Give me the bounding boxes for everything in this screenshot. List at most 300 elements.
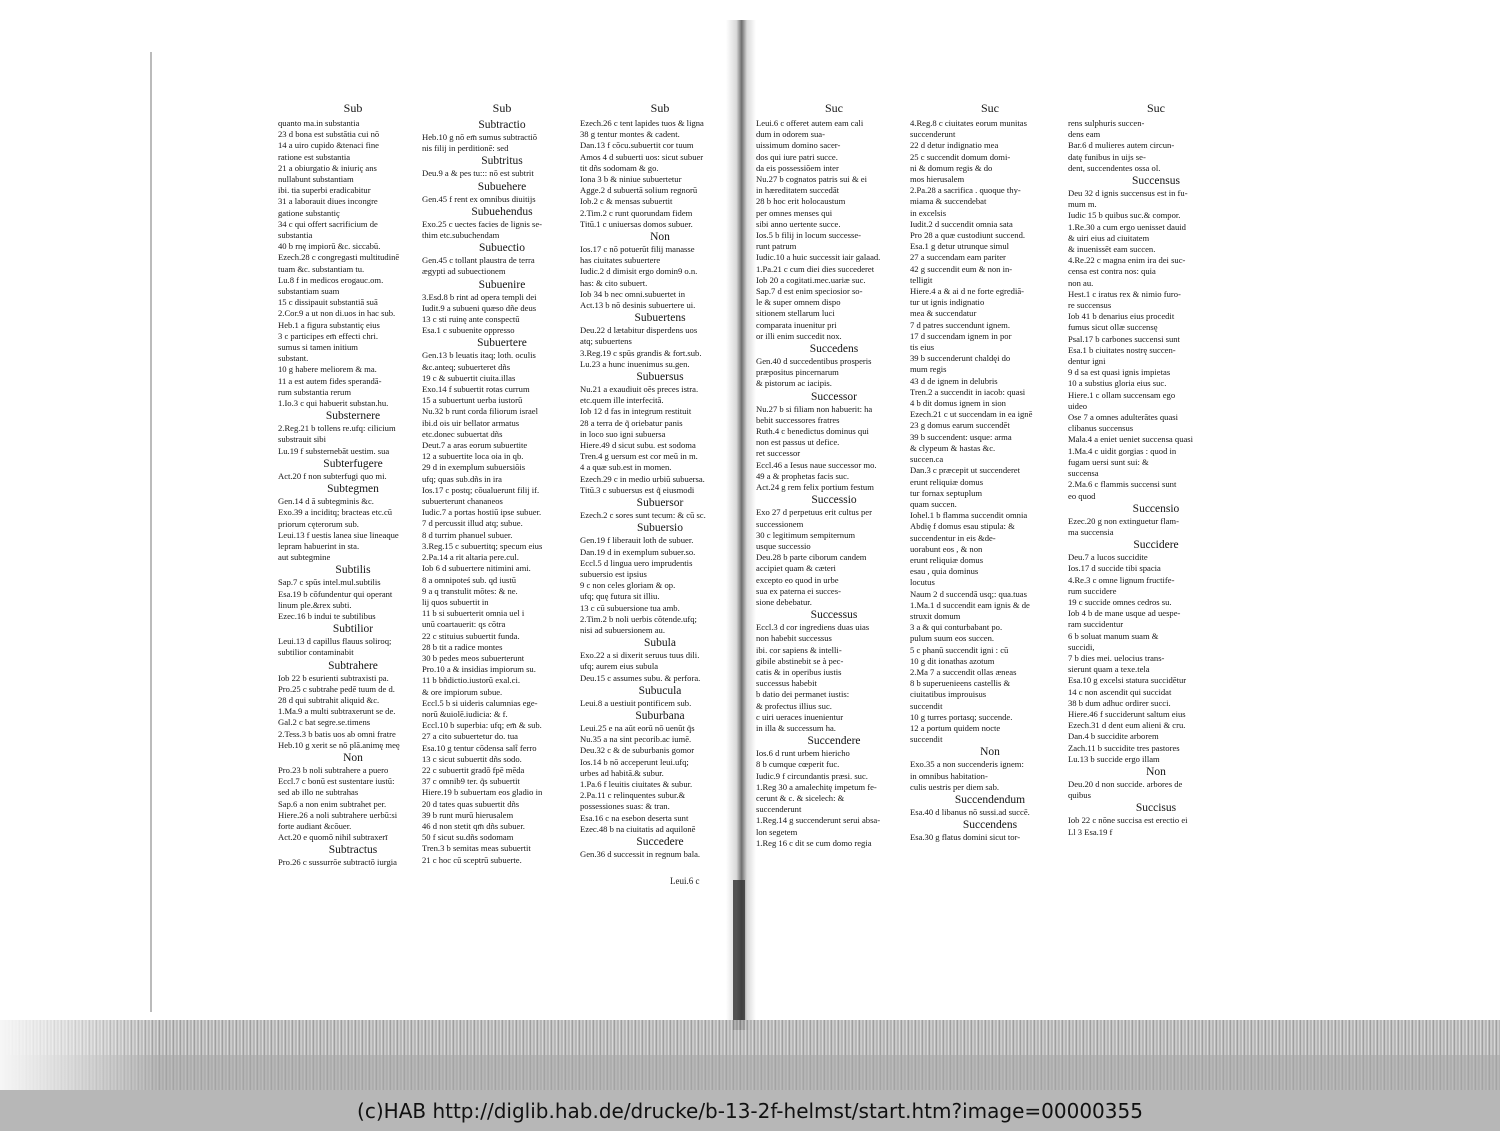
concordance-line: urbes ad habitā.& subur.	[580, 767, 664, 778]
concordance-line: Eccl.3 d cor ingrediens duas uias	[756, 622, 870, 633]
concordance-line: 50 f sicut su.dñs sodomam	[422, 832, 514, 843]
headword: Subtegmen	[327, 483, 379, 496]
concordance-line: Leui.13 f uestis lanea siue lineaque	[278, 529, 399, 540]
concordance-line: Eccl.5 b si uideris calumnias ege-	[422, 697, 538, 708]
headword: Subuehendus	[471, 205, 533, 218]
concordance-line: 13 c cū subuersione tua amb.	[580, 602, 680, 613]
concordance-line: struxit domum	[910, 610, 961, 621]
concordance-line: 3.Reg.19 c spūs grandis & fort.sub.	[580, 347, 702, 358]
running-head: Sub	[650, 101, 670, 115]
concordance-line: Exo.25 c uectes facies de lignis se-	[422, 218, 543, 229]
concordance-line: 23 d bona est substātia cui nō	[278, 129, 380, 140]
concordance-line: 8 b superuenieens castellis &	[910, 678, 1011, 689]
concordance-line: Iudit.2 d succendit omnia sata	[910, 218, 1013, 229]
concordance-line: & uiri eius ad ciuitatem	[1068, 232, 1150, 243]
concordance-line: 2.Tess.3 b batis uos ab omni fratre	[278, 728, 396, 739]
concordance-line: Deu.15 c assumes subu. & perfora.	[580, 672, 701, 683]
concordance-line: succendit	[910, 734, 943, 745]
copyright-url[interactable]: (c)HAB http://diglib.hab.de/drucke/b-13-2f-helmst/start.htm?image=00000355	[357, 1098, 1143, 1123]
headword: Succensus	[1132, 175, 1180, 188]
concordance-line: da eis possessiōem inter	[756, 162, 839, 173]
concordance-line: Ezech.29 c in medio urbiū subuersa.	[580, 473, 705, 484]
headword: Subuersus	[636, 371, 684, 384]
concordance-line: 2.Pa.11 c relinquentes subur.&	[580, 790, 686, 801]
headword: Succendens	[962, 819, 1018, 832]
concordance-line: Lu.8 f in medicos erogauc.om.	[278, 274, 384, 285]
concordance-line: Ios.14 b nō acceperunt leui.ufq;	[580, 756, 689, 767]
concordance-line: sed ab illo ne subtrahas	[278, 787, 359, 798]
concordance-line: 17 d succendam ignem in por	[910, 330, 1012, 341]
column-5	[910, 100, 1070, 880]
concordance-line: Iudic.2 d dimisit ergo domin9 o.n.	[580, 266, 698, 277]
concordance-line: 12 a portum quidem nocte	[910, 722, 1001, 733]
concordance-line: Exo.14 f subuertit rotas currum	[422, 384, 530, 395]
concordance-line: sumus si tamen initium	[278, 342, 358, 353]
headword: Subuertere	[477, 337, 527, 350]
column-3	[580, 100, 740, 880]
concordance-line: usque successio	[756, 540, 811, 551]
concordance-line: clibanus succensus	[1068, 423, 1134, 434]
concordance-line: priorum cęterorum sub.	[278, 518, 359, 529]
concordance-line: Nu.32 b runt corda filiorum israel	[422, 406, 538, 417]
concordance-line: Ezec.16 b indui te subtilibus	[278, 610, 376, 621]
concordance-line: 40 b rnę impiorū &c. siccabū.	[278, 241, 381, 252]
concordance-line: succensa	[1068, 468, 1099, 479]
concordance-line: 12 a subuertite loca oia in qb.	[422, 451, 524, 462]
concordance-line: esau , quia dominus	[910, 566, 979, 577]
headword: Succendendum	[954, 793, 1026, 806]
concordance-line: & ore impiorum subue.	[422, 686, 503, 697]
concordance-line: Ll 3 Esa.19 f	[1068, 826, 1113, 837]
concordance-line: ibi. cor sapiens & intelli-	[756, 644, 842, 655]
concordance-line: Leui.6 c offeret autem eam cali	[756, 118, 864, 128]
concordance-line: non au.	[1068, 277, 1094, 288]
concordance-line: 28 d qui subtrahit aliquid &c.	[278, 694, 380, 705]
headword: Subtilior	[332, 623, 374, 636]
concordance-line: Nu.35 a na sint pecorib.ac iumē.	[580, 734, 692, 745]
concordance-line: rum succidere	[1068, 585, 1117, 596]
concordance-line: 8 d turrim phanuel subuer.	[422, 529, 513, 540]
concordance-line: Iudic.10 a huic successit iair galaad.	[756, 252, 881, 263]
headword: Succedens	[809, 343, 859, 356]
concordance-line: in loco suo igni subuersa	[580, 428, 666, 439]
concordance-line: 10 g turres portasq; succende.	[910, 711, 1013, 722]
column-4	[756, 100, 912, 880]
concordance-line: ibi. tia superbi eradicabitur	[278, 185, 371, 196]
concordance-line: 11 b bñdictio.iustorū exal.ci.	[422, 675, 521, 686]
concordance-line: Tren.3 b semitas meas subuertit	[422, 843, 531, 854]
concordance-line: sione debebatur.	[756, 596, 812, 607]
concordance-line: 27 a succendam eam pariter	[910, 252, 1006, 263]
headword: Subtractio	[478, 119, 526, 131]
concordance-line: succendit	[910, 700, 943, 711]
headword: Substernere	[325, 410, 381, 423]
concordance-line: Ezech.31 d dent eum alieni & cru.	[1068, 720, 1186, 731]
headword: Subucula	[638, 684, 682, 697]
concordance-line: norū &uiolē.iudicia: & f.	[422, 708, 508, 719]
concordance-line: Lu.19 f substernebāt uestim. sua	[278, 445, 390, 456]
concordance-line: 9 d sa est quasi ignis impietas	[1068, 367, 1171, 378]
concordance-line: Iohel.1 b flamma succendit omnia	[910, 510, 1028, 521]
concordance-line: 14 a uiro cupido &tenaci fine	[278, 140, 379, 151]
concordance-line: 4.Reg.8 c ciuitates eorum munitas	[910, 118, 1027, 128]
concordance-line: 7 d patres succendunt ignem.	[910, 319, 1010, 330]
concordance-line: Naum 2 d succendā usq;: qua.tuas	[910, 588, 1027, 599]
concordance-line: succidi,	[1068, 641, 1095, 652]
concordance-line: Abdię f domus esau stipula: &	[910, 521, 1015, 532]
concordance-line: Ruth.4 c benedictus dominus qui	[756, 426, 869, 437]
concordance-line: 8 b cumque cœperit fuc.	[756, 759, 840, 770]
concordance-line: 19 c succide omnes cedros su.	[1068, 596, 1172, 607]
concordance-line: nullabunt substantiam	[278, 174, 354, 185]
concordance-line: & clypeum & hastas &c.	[910, 442, 996, 453]
concordance-line: etc.donec subuertat dñs	[422, 428, 503, 439]
concordance-line: per omnes menses qui	[756, 207, 833, 218]
headword: Non	[650, 231, 670, 244]
concordance-line: 39 b runt murū hierusalem	[422, 809, 514, 820]
concordance-line: Esa.19 b cōfundentur qui operant	[278, 588, 393, 599]
concordance-line: 1.Reg 16 c dit se cum domo regia	[756, 837, 872, 848]
concordance-line: le & super omnem dispo	[756, 297, 841, 308]
headword: Subtilis	[335, 564, 371, 577]
concordance-line: tuam &c. substantiam tu.	[278, 263, 365, 274]
concordance-line: ma succensia	[1068, 526, 1114, 537]
concordance-line: 2.Ma.6 c flammis succensi sunt	[1068, 479, 1177, 490]
concordance-line: ufq; quę futura sit illiu.	[580, 591, 660, 602]
concordance-line: Dan.4 b succidite arborem	[1068, 731, 1159, 742]
concordance-line: 37 c omnib9 ter. q̃s subuertit	[422, 776, 520, 787]
concordance-line: ram succidentur	[1068, 619, 1124, 630]
concordance-line: sua ex paterna ei succes-	[756, 585, 841, 596]
concordance-line: atq; subuertens	[580, 336, 632, 347]
headword: Subterfugere	[323, 457, 383, 470]
concordance-line: succenderunt	[756, 804, 802, 815]
headword: Successus	[810, 609, 858, 622]
concordance-line: 30 b pedes meos subuerterunt	[422, 652, 525, 663]
concordance-line: Exo 27 d perpetuus erit cultus per	[756, 507, 872, 518]
concordance-line: 9 c non celes gloriam & op.	[580, 580, 676, 591]
running-head: Suc	[1147, 101, 1165, 115]
concordance-line: mea & succendatur	[910, 308, 977, 319]
concordance-line: Ose 7 a omnes adulterātes quasi	[1068, 412, 1179, 423]
concordance-line: 2.Tim.2 b noli uerbis cōtende.ufq;	[580, 613, 697, 624]
concordance-line: Titū.1 c uniuersas domos subuer.	[580, 218, 693, 229]
concordance-line: ni & domum regis & do	[910, 162, 993, 173]
concordance-line: Nu.27 b si filiam non habuerit: ha	[756, 403, 873, 414]
headword: Succendere	[807, 735, 861, 748]
concordance-line: Ios.17 c postq; cōualuerunt filij if.	[422, 484, 540, 495]
concordance-line: possessiones suas: & tran.	[580, 801, 670, 812]
concordance-line: Iob 12 d fas in integrum restituit	[580, 406, 692, 417]
concordance-line: Bar.6 d mulieres autem circun-	[1068, 140, 1175, 151]
concordance-line: Sap.7 c spūs intel.mul.subtilis	[278, 577, 381, 588]
concordance-line: Titū.3 c subuersus est q̃ eiusmodi	[580, 484, 695, 495]
concordance-line: nisi ad subuersionem au.	[580, 624, 665, 635]
concordance-line: Exo.22 a si dixerit seruus tuus dili.	[580, 650, 700, 661]
concordance-line: Dan.13 f cōcu.subuertit cor tuum	[580, 140, 694, 151]
concordance-line: 1.Reg.14 g succenderunt serui absa-	[756, 815, 881, 826]
concordance-line: 11 b si subuerterit omnia uel i	[422, 608, 525, 619]
concordance-line: unū coartauerit: qs cōtra	[422, 619, 506, 630]
concordance-line: in illa & successum ha.	[756, 722, 836, 733]
headword: Subtritus	[481, 155, 523, 168]
concordance-line: Hiere.1 c ollam succensam ego	[1068, 389, 1176, 400]
concordance-line: 22 c subuertit gradō fpē mēda	[422, 764, 525, 775]
concordance-line: erunt reliquiæ domus	[910, 554, 984, 565]
concordance-line: Lu.23 a hunc inuenimus su.gen.	[580, 358, 690, 369]
concordance-line: 1.Reg 30 a amalechitę impetum fe-	[756, 781, 877, 792]
concordance-line: 38 b dum adhuc ordirer succi.	[1068, 697, 1171, 708]
concordance-line: Ezech.21 c ut succendam in ea ignē	[910, 409, 1033, 420]
concordance-line: 23 g domus earum succendēt	[910, 420, 1010, 431]
concordance-line: gibile abstinebit se à pec-	[756, 655, 844, 666]
concordance-line: runt patrum	[756, 241, 797, 252]
concordance-line: miama & succendebat	[910, 196, 987, 207]
concordance-line: linum ple.&rex subti.	[278, 599, 352, 610]
headword: Succidere	[1133, 539, 1179, 552]
concordance-line: Esa.1 b ciuitates nostrę succen-	[1068, 344, 1176, 355]
concordance-line: ratione est substantia	[278, 151, 351, 162]
concordance-line: Esa.10 g excelsi statura succidētur	[1068, 675, 1187, 686]
concordance-line: Gen.45 f rent ex omnibus diuitijs	[422, 193, 536, 204]
concordance-line: Gal.2 c bat segre.se.timens	[278, 717, 371, 728]
concordance-line: Iob.2 c & mensas subuertit	[580, 196, 673, 207]
concordance-line: 28 a terra de q̃ oriebatur panis	[580, 417, 683, 428]
concordance-line: quanto ma.in substantia	[278, 118, 360, 128]
concordance-line: Pro.23 b noli subtrahere a puero	[278, 764, 389, 775]
headword: Non	[980, 746, 1000, 759]
concordance-line: 7 b dies mei. uelocius trans-	[1068, 652, 1165, 663]
headword: Succedere	[636, 835, 684, 848]
concordance-line: lij quos subuertit in	[422, 596, 489, 607]
concordance-line: Gen.36 d successit in regnum bala.	[580, 848, 701, 859]
concordance-line: Pro.10 a & insidias impiorum su.	[422, 664, 536, 675]
concordance-line: in omnibus habitation-	[910, 770, 988, 781]
headword: Succisus	[1135, 802, 1177, 815]
concordance-line: Deu.20 d non succide. arbores de	[1068, 778, 1183, 789]
concordance-line: 10 g dit ionathas azotum	[910, 655, 995, 666]
concordance-line: fugam uersi sunt sui: &	[1068, 456, 1149, 467]
concordance-line: 1.Ma.9 a multi subtraxerunt se de.	[278, 706, 396, 717]
concordance-line: Iudic 15 b quibus suc.& compor.	[1068, 210, 1181, 221]
concordance-line: eo quod	[1068, 490, 1096, 501]
concordance-line: c uiri ueraces inuenientur	[756, 711, 844, 722]
concordance-line: 21 a obiurgatio & iniuriç ans	[278, 162, 377, 173]
scan-shade	[0, 1020, 160, 1090]
concordance-line: 1.Pa.21 c cum diei dies succederet	[756, 263, 875, 274]
concordance-line: tur fornax septuplum	[910, 487, 983, 498]
concordance-line: 3.Reg.15 c subuertitq; specum eius	[422, 540, 543, 551]
headword: Successio	[811, 494, 857, 507]
concordance-line: datę funibus in uijs se-	[1068, 151, 1146, 162]
concordance-line: Esa.40 d libanus nō sussi.ad succē.	[910, 806, 1030, 817]
concordance-line: Lu.13 b succide ergo illam	[1068, 753, 1160, 764]
concordance-line: 1.Re.30 a cum ergo uenisset dauid	[1068, 221, 1186, 232]
concordance-line: Nu.21 a exaudiuit oēs preces istra.	[580, 384, 699, 395]
concordance-line: uideo	[1068, 400, 1088, 411]
concordance-line: 31 a laborauit diues incongre	[278, 196, 378, 207]
concordance-line: Pro.25 c subtrahe pedē tuum de d.	[278, 683, 395, 694]
headword: Subuersio	[637, 522, 683, 535]
running-head: Suc	[981, 101, 999, 115]
headword: Succensio	[1132, 502, 1180, 515]
concordance-line: Exo.35 a non succenderis ignem:	[910, 759, 1024, 770]
concordance-line: Exo.39 a inciditq; bracteas etc.cū	[278, 507, 393, 518]
concordance-line: dentur igni	[1068, 356, 1106, 367]
concordance-line: erunt reliquiæ domus	[910, 476, 984, 487]
headword: Successor	[811, 390, 857, 403]
concordance-line: censa est contra nos: quia	[1068, 266, 1156, 277]
concordance-line: Iob 41 b denarius eius procedit	[1068, 311, 1175, 322]
concordance-line: sitionem stellarum luci	[756, 308, 835, 319]
concordance-line: Agge.2 d subuertā solium regnorū	[580, 185, 698, 196]
concordance-line: 49 a & prophetas facis suc.	[756, 470, 850, 481]
concordance-line: dens eam	[1068, 129, 1101, 140]
concordance-line: 21 c hoc cū sceptrū subuerte.	[422, 854, 522, 865]
concordance-line: subuersio est ipsius	[580, 568, 647, 579]
concordance-line: re succensus	[1068, 300, 1112, 311]
concordance-line: 11 a est autem fides sperandā-	[278, 375, 382, 386]
concordance-line: Mala.4 a eniet ueniet succensa quasi	[1068, 434, 1194, 445]
concordance-line: 5 c phanū succendit igni : cū	[910, 644, 1009, 655]
column-1	[278, 100, 428, 880]
concordance-line: 20 d tates quas subuertit dñs	[422, 798, 520, 809]
concordance-line: ufq; aurem eius subula	[580, 661, 659, 672]
concordance-line: Iob 22 c nōne succisa est erectio ei	[1068, 815, 1188, 826]
concordance-line: Hiere.19 b subuertam eos gladio in	[422, 787, 543, 798]
concordance-line: tis eius	[910, 342, 935, 353]
concordance-line: 25 c succendit domum domi-	[910, 151, 1011, 162]
concordance-line: Iudic.9 f circundantis præsi. suc.	[756, 770, 868, 781]
concordance-line: in hæreditatem succedāt	[756, 185, 840, 196]
concordance-line: Ezech.28 c congregasti multitudinē	[278, 252, 400, 263]
concordance-line: præpositus pincernarum	[756, 367, 839, 378]
concordance-line: subuerterunt chananeos	[422, 496, 503, 507]
signature-left: Leui.6 c	[670, 876, 700, 886]
concordance-line: Sap.6 a non enim subtrahet per.	[278, 798, 387, 809]
concordance-line: catis & in operibus iustis	[756, 666, 842, 677]
concordance-line: Ezech.26 c tent lapides tuos & ligna	[580, 118, 704, 128]
concordance-line: 7 d percussit illud atq; subue.	[422, 518, 523, 529]
concordance-line: 28 b hoc erit holocaustum	[756, 196, 846, 207]
concordance-line: 13 c sicut subuertit dñs sodo.	[422, 753, 522, 764]
concordance-line: succen.ca	[910, 454, 944, 465]
concordance-line: 1.Io.3 c qui habuerit substan.hu.	[278, 398, 389, 409]
concordance-line: 2.Pa.14 a rit altaria pere.cul.	[422, 552, 519, 563]
concordance-line: Hiere.46 f succiderunt saltum eius	[1068, 708, 1186, 719]
concordance-line: Dan.19 d in exemplum subuer.so.	[580, 546, 696, 557]
concordance-line: nis filij in perditionē: sed	[422, 143, 509, 154]
concordance-line: dos qui iure patri succe.	[756, 151, 838, 162]
concordance-line: Pro.26 c sussurrōe subtractō iurgia	[278, 857, 397, 868]
concordance-line: substantiam suam	[278, 286, 340, 297]
concordance-line: comparata inuenitur pri	[756, 319, 837, 330]
concordance-line: rum substantia rerum	[278, 386, 352, 397]
concordance-line: Ezec.48 b na ciuitatis ad aquilonē	[580, 823, 696, 834]
concordance-line: sierunt quam a texe.tela	[1068, 664, 1150, 675]
concordance-line: substant.	[278, 353, 309, 364]
concordance-line: Iob 34 b nec omni.subuertet in	[580, 288, 686, 299]
concordance-line: Esa.1 g detur utrunque simul	[910, 241, 1010, 252]
concordance-line: 39 b succenderunt chaldęi do	[910, 353, 1011, 364]
concordance-line: 22 d detur indignatio mea	[910, 140, 999, 151]
concordance-line: Act.20 f non subterfugi quo mi.	[278, 470, 387, 481]
concordance-line: Ios.17 d succide tibi spacia	[1068, 563, 1161, 574]
right-page	[756, 100, 1244, 880]
concordance-line: 38 g tentur montes & cadent.	[580, 129, 680, 140]
concordance-line: Ezech.2 c sores sunt tecum: & cū sc.	[580, 510, 706, 521]
headword: Suburbana	[635, 709, 685, 722]
running-head: Suc	[825, 101, 843, 115]
concordance-line: Deu.7 a lucos succidite	[1068, 552, 1148, 563]
concordance-line: Eccl.7 c bonū est sustentare iustū:	[278, 776, 395, 787]
concordance-line: 8 a omnipoteś sub. qd iustū	[422, 574, 517, 585]
concordance-line: 2.Ma 7 a succendit ollas æneas	[910, 666, 1017, 677]
concordance-line: 19 c & subuertit ciuita.illas	[422, 372, 516, 383]
concordance-line: Hiere.49 d sicut subu. est sodoma	[580, 440, 696, 451]
concordance-line: 9 a q transtulit mōtes: & ne.	[422, 585, 518, 596]
concordance-line: Iudic.7 a portas hostiū ipse subuer.	[422, 507, 542, 518]
concordance-line: Gen.14 d ā subtegminis &c.	[278, 496, 374, 507]
concordance-line: 3.Esd.8 b rint ad opera templi dei	[422, 291, 537, 302]
concordance-line: 22 c stituius subuertit funda.	[422, 630, 520, 641]
concordance-line: non habebit successus	[756, 633, 832, 644]
concordance-line: 27 a cito subuertetur do. tua	[422, 731, 518, 742]
concordance-line: Gen.40 d succedentibus prosperis	[756, 356, 872, 367]
concordance-line: Esa.1 c subuenite oppresso	[422, 325, 515, 336]
concordance-line: gatione substantiç	[278, 207, 340, 218]
concordance-line: succendentur in eis &de-	[910, 532, 996, 543]
concordance-line: forte audiant &cōuer.	[278, 820, 352, 831]
concordance-line: Iudit.9 a subueni quæso dñe deus	[422, 302, 537, 313]
concordance-line: &c.anteq; subuerteret dñs	[422, 361, 511, 372]
concordance-line: 14 c non ascendit qui succidat	[1068, 686, 1172, 697]
concordance-line: aut subtegmine	[278, 552, 331, 563]
concordance-line: 34 c qui offert sacrificium de	[278, 218, 378, 229]
concordance-line: Eccl.5 d lingua uero imprudentis	[580, 557, 693, 568]
concordance-line: Tren.4 g uersum est cor meū in m.	[580, 451, 698, 462]
concordance-line: 28 b tit a radice montes	[422, 641, 503, 652]
concordance-line: 10 a substius gloria eius suc.	[1068, 378, 1167, 389]
running-head: Sub	[343, 101, 363, 115]
concordance-line: Esa.30 g flatus domini sicut tor-	[910, 832, 1021, 843]
concordance-line: Leui.13 d capillus flauus soliroq;	[278, 636, 392, 647]
concordance-line: 6 b soluat manum suam &	[1068, 630, 1159, 641]
concordance-line: fumus sicut ollæ succensę	[1068, 322, 1158, 333]
concordance-line: Eccl.10 b superbia: ufq; em̄ & sub.	[422, 720, 542, 731]
concordance-line: tur ut ignis indignatio	[910, 297, 985, 308]
concordance-line: Act.13 b nō desinis subuertere ui.	[580, 300, 696, 311]
concordance-line: Iob 20 a cogitati.mec.uariæ suc.	[756, 274, 866, 285]
concordance-line: ufq; quas sub.dñs in ira	[422, 473, 502, 484]
concordance-line: Dan.3 c præcepit ut succenderet	[910, 465, 1021, 476]
concordance-line: culis uestris per diem sab.	[910, 781, 1000, 792]
concordance-line: Deu.32 c & de suburbanis gomor	[580, 745, 695, 756]
headword: Subtrahere	[328, 659, 378, 672]
concordance-line: Heb.10 g nō em̄ sumus subtractiō	[422, 132, 538, 142]
concordance-line: 4.Re.22 c magna enim ira dei suc-	[1068, 255, 1186, 266]
concordance-line: non est passus ut defice.	[756, 437, 840, 448]
concordance-line: in excelsis	[910, 207, 947, 218]
concordance-line: excepto eo quod in urbe	[756, 574, 839, 585]
concordance-line: Gen.45 c tollant plaustra de terra	[422, 255, 535, 266]
concordance-line: Hiere.26 a noli subtrahere uerbū:si	[278, 809, 398, 820]
concordance-line: 4 b dit domus ignem in sion	[910, 398, 1006, 409]
concordance-line: dum in odorem sua-	[756, 129, 825, 140]
concordance-line: Heb.1 a figura substantiç eius	[278, 319, 380, 330]
concordance-line: Deu.9 a & pes tu::: nō est subtrit	[422, 168, 534, 179]
concordance-line: telligit	[910, 274, 933, 285]
